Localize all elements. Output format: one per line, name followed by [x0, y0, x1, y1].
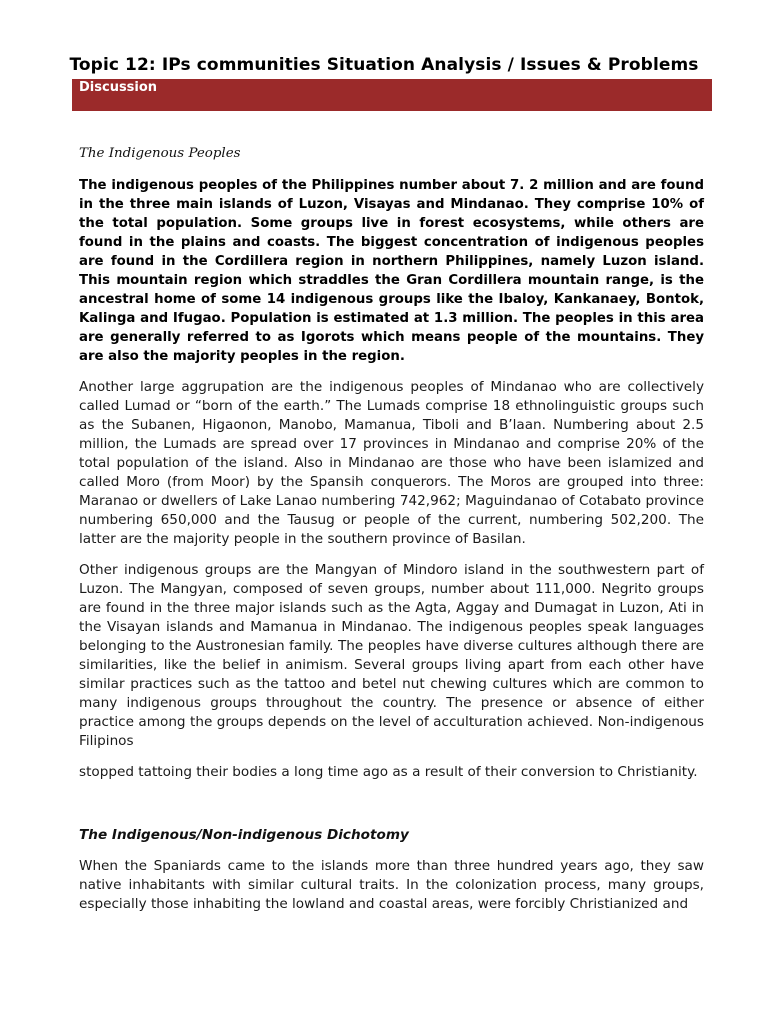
- document-title: Topic 12: IPs communities Situation Analysis / Issues & Problems: [69, 55, 699, 75]
- discussion-banner: [72, 79, 712, 111]
- section-spacer: [79, 794, 704, 826]
- paragraph-spaniards: When the Spaniards came to the islands more than three hundred years ago, they saw native inhabitants with similar cultural traits. In the colonization process, many groups, especially those inhabiting the lowland and coastal areas, were forcibly Christianized and: [79, 858, 704, 912]
- paragraph-lumad-moro: Another large aggrupation are the indigenous peoples of Mindanao who are collectively called Lumad or “born of the earth.” The Lumads comprise 18 ethnolinguistic groups such as the Subanen, Higaonon, Manobo, Mamanua, Tiboli and B’laan. Numbering about 2.5 million, the Lumads are spread over 17 provinces in Mindanao and comprise 20% of the total population of the island. Also in Mindanao are those who have been islamized and called Moro (from Moor) by the Spansih conquerors. The Moros are grouped into three: Maranao or dwellers of Lake Lanao numbering 742,962; Maguindanao of Cotabato province numbering 650,000 and the Tausug or people of the current, numbering 502,200. The latter are the majority people in the southern province of Basilan.: [79, 379, 704, 547]
- discussion-banner-label: Discussion: [79, 80, 158, 95]
- paragraph-other-groups: Other indigenous groups are the Mangyan of Mindoro island in the southwestern part of Luzon. The Mangyan, composed of seven groups, number about 111,000. Negrito groups are found in the three major islands such as the Agta, Aggay and Dumagat in Luzon, Ati in the Visayan islands and Mamanua in Mindanao. The indigenous peoples speak languages belonging to the Austronesian family. The peoples have diverse cultures although there are similarities, like the belief in animism. Several groups living apart from each other have similar practices such as the tattoo and betel nut chewing cultures which are common to many indigenous groups throughout the country. The presence or absence of either practice among the groups depends on the level of acculturation achieved. Non-indigenous Filipinos: [79, 562, 704, 749]
- paragraph-intro: The indigenous peoples of the Philippines number about 7. 2 million and are found in the three main islands of Luzon, Visayas and Mindanao. They comprise 10% of the total population. Some groups live in forest ecosystems, while others are found in the plains and coasts. The biggest concentration of indigenous peoples are found in the Cordillera region in northern Philippines, namely Luzon island. This mountain region which straddles the Gran Cordillera mountain range, is the ancestral home of some 14 indigenous groups like the Ibaloy, Kankanaey, Bontok, Kalinga and Ifugao. Population is estimated at 1.3 million. The peoples in this area are generally referred to as Igorots which means people of the mountains. They are also the majority peoples in the region.: [79, 178, 704, 364]
- document-body: [79, 144, 704, 926]
- section-heading-indigenous-peoples: The Indigenous Peoples: [79, 146, 241, 161]
- paragraph-tattoo-continuation: stopped tattoing their bodies a long time ago as a result of their conversion to Christianity.: [79, 764, 698, 780]
- section-heading-dichotomy: The Indigenous/Non-indigenous Dichotomy: [79, 827, 409, 843]
